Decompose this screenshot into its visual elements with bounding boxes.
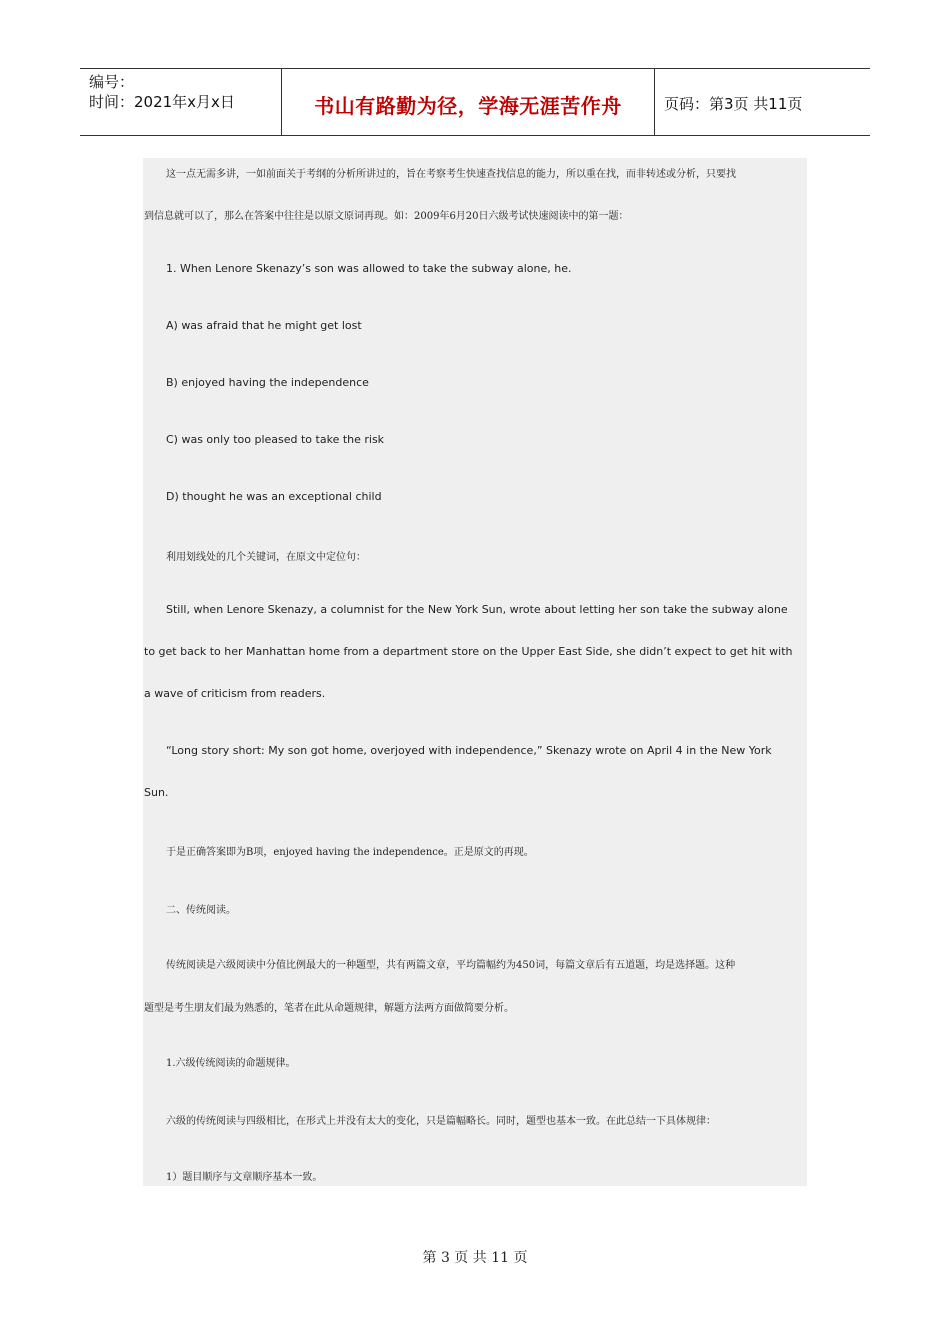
quote-line: Sun. bbox=[144, 786, 169, 799]
page-footer: 第 3 页 共 11 页 bbox=[422, 1250, 528, 1266]
page-header bbox=[80, 68, 870, 136]
quote-line: “Long story short: My son got home, overjoyed with independence,” Skenazy wrote on April 4 in the New York bbox=[166, 744, 772, 757]
header-motto: 书山有路勤为径，学海无涯苦作舟 bbox=[314, 94, 622, 118]
subsection-heading: 1.六级传统阅读的命题规律。 bbox=[166, 1058, 296, 1069]
question-text: 1. When Lenore Skenazy’s son was allowed to take the subway alone, he. bbox=[166, 262, 572, 275]
header-meta bbox=[89, 72, 235, 112]
paragraph-line: 这一点无需多讲，一如前面关于考纲的分析所讲过的，旨在考察考生快速查找信息的能力，所以重在找，而非转述或分析，只要找 bbox=[166, 169, 736, 180]
paragraph-line: 利用划线处的几个关键词，在原文中定位句： bbox=[166, 552, 366, 563]
paragraph-line: 到信息就可以了，那么在答案中往往是以原文原词再现。如：2009年6月20日六级考试快速阅读中的第一题： bbox=[144, 211, 629, 222]
rule-item: 1）题目顺序与文章顺序基本一致。 bbox=[166, 1172, 323, 1183]
document-body bbox=[143, 158, 807, 1186]
document-number-label: 编号： bbox=[89, 73, 135, 91]
option-d: D) thought he was an exceptional child bbox=[166, 490, 382, 503]
paragraph-line: 六级的传统阅读与四级相比，在形式上并没有太大的变化，只是篇幅略长。同时，题型也基本一致。在此总结一下具体规律： bbox=[166, 1116, 716, 1127]
paragraph-line: 传统阅读是六级阅读中分值比例最大的一种题型，共有两篇文章，平均篇幅约为450词，每篇文章后有五道题，均是选择题。这种 bbox=[166, 960, 736, 971]
section-heading: 二、传统阅读。 bbox=[166, 905, 236, 916]
header-divider-right bbox=[654, 69, 655, 135]
paragraph-line: 题型是考生朋友们最为熟悉的，笔者在此从命题规律，解题方法两方面做简要分析。 bbox=[144, 1003, 514, 1014]
quote-line: a wave of criticism from readers. bbox=[144, 687, 326, 700]
header-page-info: 页码：第3页 共11页 bbox=[664, 95, 803, 113]
answer-line: 于是正确答案即为B项，enjoyed having the independence。正是原文的再现。 bbox=[166, 847, 534, 858]
option-c: C) was only too pleased to take the risk bbox=[166, 433, 385, 446]
quote-line: Still, when Lenore Skenazy, a columnist for the New York Sun, wrote about letting her son take the subway alone bbox=[166, 603, 788, 616]
quote-line: to get back to her Manhattan home from a department store on the Upper East Side, she didn’t expect to get hit with bbox=[144, 645, 793, 658]
option-a: A) was afraid that he might get lost bbox=[166, 319, 362, 332]
option-b: B) enjoyed having the independence bbox=[166, 376, 369, 389]
document-date: 时间：2021年x月x日 bbox=[89, 93, 235, 111]
